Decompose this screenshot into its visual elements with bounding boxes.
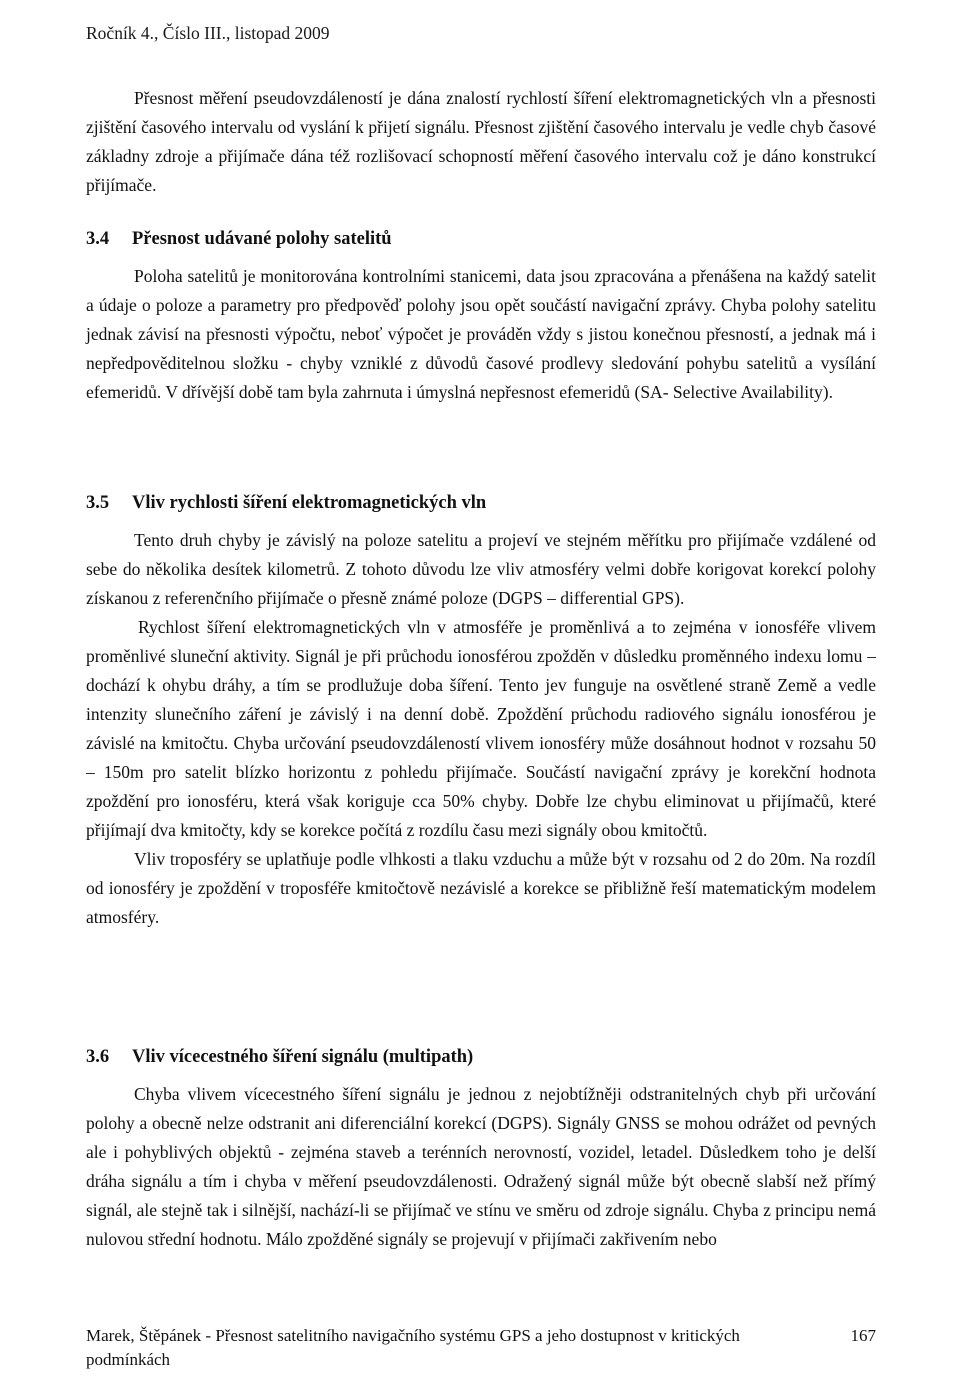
section-heading-3-4 [86, 226, 876, 252]
section-title: Vliv rychlosti šíření elektromagnetických vln [132, 493, 487, 513]
footer-citation: Marek, Štěpánek - Přesnost satelitního navigačního systému GPS a jeho dostupnost v kritických podmínkách [86, 1326, 740, 1369]
section-title: Vliv vícecestného šíření signálu (multipath) [132, 1047, 474, 1067]
section-3-5-paragraph-3: Vliv troposféry se uplatňuje podle vlhkosti a tlaku vzduchu a může být v rozsahu od 2 do 20m. Na rozdíl od ionosféry je zpoždění v troposféře kmitočtově nezávislé a korekce se přibližně řeší matematickým modelem atmosféry. [86, 849, 876, 927]
page-number: 167 [850, 1326, 876, 1345]
section-number: 3.5 [86, 493, 110, 513]
section-3-5-paragraph-2: Rychlost šíření elektromagnetických vln v atmosféře je proměnlivá a to zejména v ionosféře vlivem proměnlivé sluneční aktivity. Signál je při průchodu ionosférou zpožděn v důsledku proměnného indexu lomu – dochází k ohybu dráhy, a tím se prodlužuje doba šíření. Tento jev funguje na osvětlené straně Země a vedle intenzity slunečního záření je závislý i na denní době. Zpoždění průchodu radiového signálu ionosférou je závislé na kmitočtu. Chyba určování pseudovzdáleností vlivem ionosféry může dosáhnout hodnot v rozsahu 50 – 150m pro satelit blízko horizontu z pohledu přijímače. Součástí navigační zprávy je korekční hodnota zpoždění pro ionosféru, která však koriguje cca 50% chyby. Dobře lze chybu eliminovat u přijímačů, které přijímají dva kmitočty, kdy se korekce počítá z rozdílu času mezi signály obou kmitočtů. [86, 617, 876, 840]
section-number: 3.4 [86, 229, 110, 249]
section-number: 3.6 [86, 1047, 110, 1067]
section-title: Přesnost udávané polohy satelitů [132, 229, 392, 249]
section-heading-3-5 [86, 490, 876, 516]
intro-paragraph: Přesnost měření pseudovzdáleností je dána znalostí rychlostí šíření elektromagnetických vln a přesnosti zjištění časového intervalu od vyslání k přijetí signálu. Přesnost zjištění časového intervalu je vedle chyb časové základny zdroje a přijímače dána též rozlišovací schopností měření časového intervalu což je dáno konstrukcí přijímače. [86, 88, 876, 195]
section-3-6-body [86, 1080, 876, 1254]
section-3-4-body [86, 262, 876, 407]
intro-section [86, 84, 876, 200]
running-head: Ročník 4., Číslo III., listopad 2009 [86, 23, 330, 43]
section-3-5-body [86, 526, 876, 932]
section-3-4-paragraph: Poloha satelitů je monitorována kontrolními stanicemi, data jsou zpracována a přenášena na každý satelit a údaje o poloze a parametry pro předpověď polohy jsou opět součástí navigační zprávy. Chyba polohy satelitu jednak závisí na přesnosti výpočtu, neboť výpočet je prováděn vždy s jistou konečnou přesností, a jednak má i nepředpověditelnou složku - chyby vzniklé z důvodů časové prodlevy sledování pohybu satelitů a vysílání efemeridů. V dřívější době tam byla zahrnuta i úmyslná nepřesnost efemeridů (SA- Selective Availability). [86, 266, 876, 402]
section-3-5-paragraph-1: Tento druh chyby je závislý na poloze satelitu a projeví ve stejném měřítku pro přijímače vzdálené od sebe do několika desítek kilometrů. Z tohoto důvodu lze vliv atmosféry velmi dobře korigovat korekcí polohy získanou z referenčního přijímače o přesně známé poloze (DGPS – differential GPS). [86, 530, 876, 608]
section-heading-3-6 [86, 1044, 876, 1070]
section-3-6-paragraph: Chyba vlivem vícecestného šíření signálu je jednou z nejobtížněji odstranitelných chyb při určování polohy a obecně nelze odstranit ani diferenciální korekcí (DGPS). Signály GNSS se mohou odrážet od pevných ale i pohyblivých objektů - zejména staveb a terénních nerovností, vozidel, letadel. Důsledkem toho je delší dráha signálu a tím i chyba v měření pseudovzdálenosti. Odražený signál může být obecně slabší než přímý signál, ale stejně tak i silnější, nachází-li se přijímač ve stínu ve směru od zdroje signálu. Chyba z principu nemá nulovou střední hodnotu. Málo zpožděné signály se projevují v přijímači zakřivením nebo [86, 1084, 876, 1249]
page-footer [86, 1324, 876, 1372]
